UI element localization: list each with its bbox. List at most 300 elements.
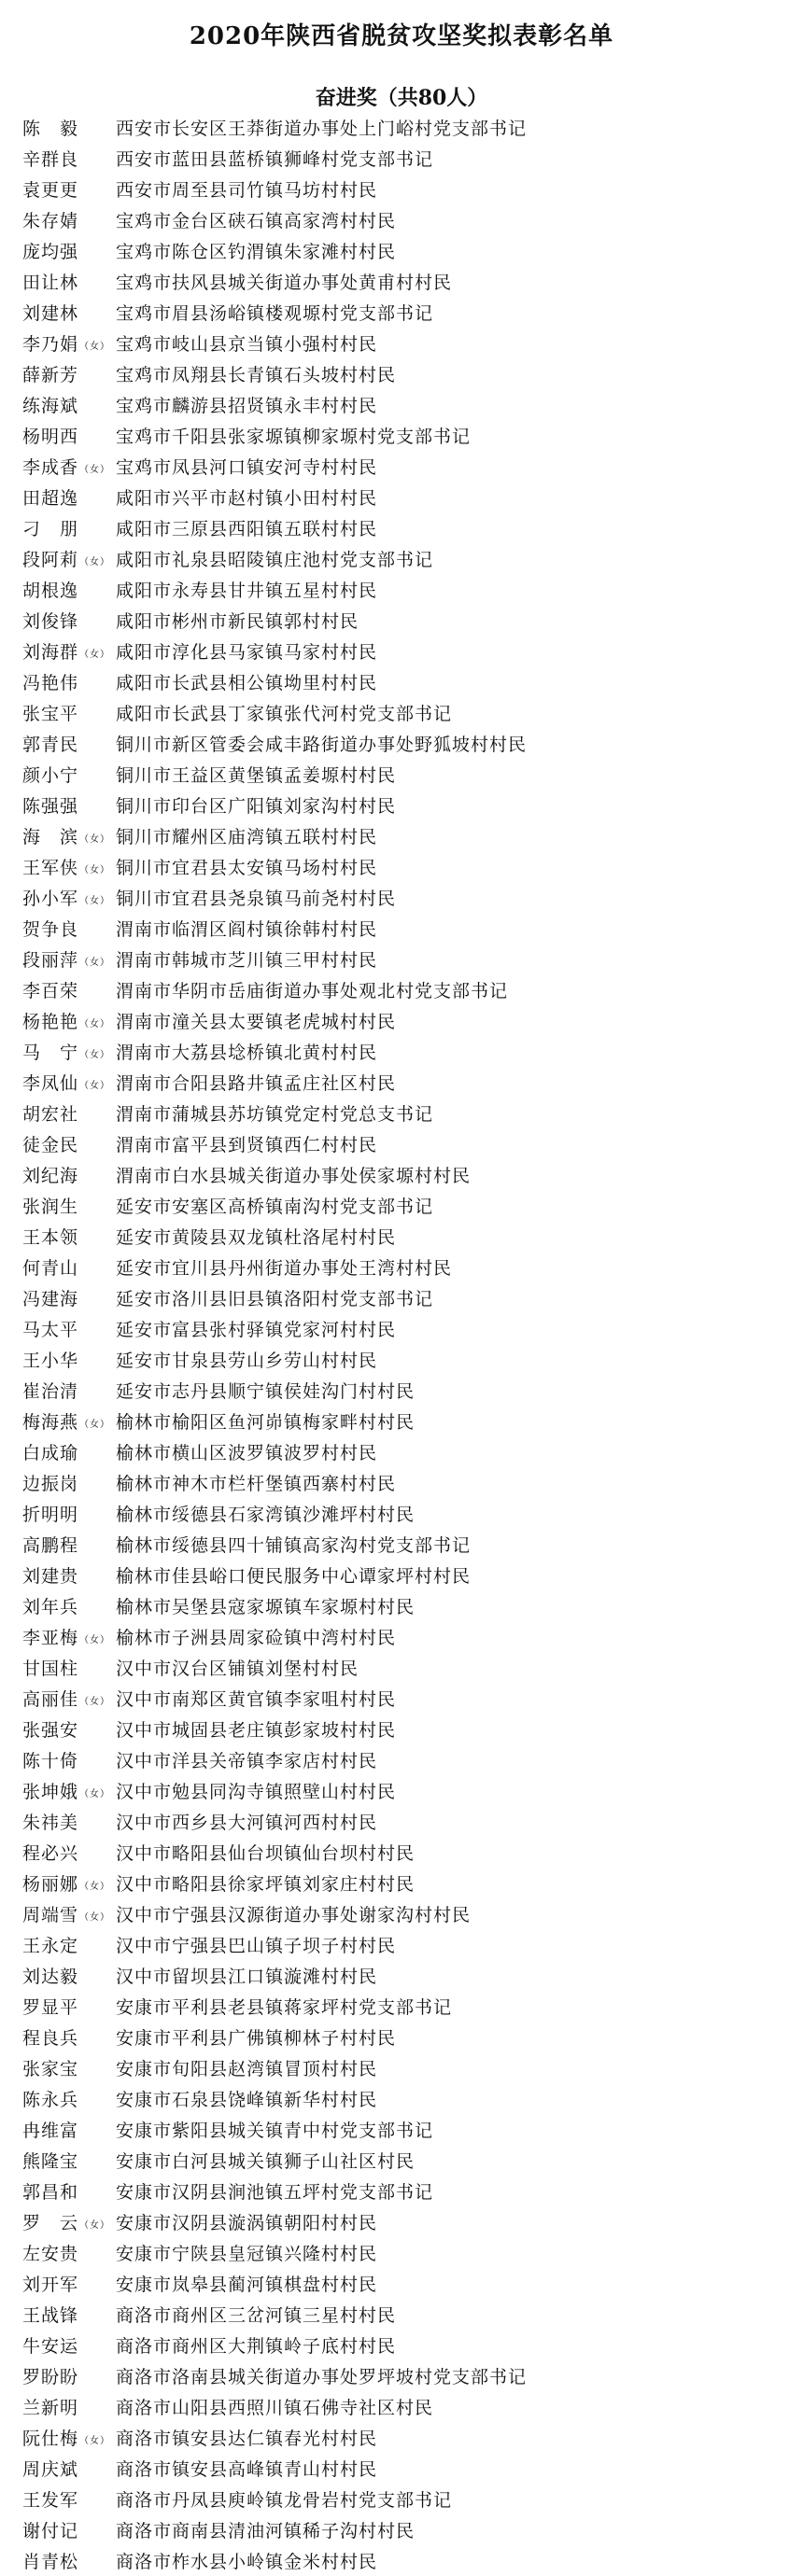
list-item <box>22 1775 788 1806</box>
awardee-name <box>22 2055 116 2080</box>
gender-note: （女） <box>79 1882 111 1892</box>
awardee-name-text: 胡根逸 <box>22 581 79 601</box>
awardee-name-text: 何青山 <box>22 1258 79 1279</box>
list-item <box>22 820 788 851</box>
awardee-unit: 咸阳市长武县丁家镇张代河村党支部书记 <box>116 704 453 724</box>
awardee-name <box>22 1840 116 1865</box>
awardee-name-text: 刘开军 <box>22 2275 79 2295</box>
awardee-name <box>22 700 116 725</box>
awardee-name-text: 兰新明 <box>22 2398 79 2418</box>
awardee-name-text: 刘建林 <box>22 303 79 324</box>
awardee-name-text: 冯建海 <box>22 1289 79 1309</box>
awardee-unit: 铜川市王益区黄堡镇孟姜塬村村民 <box>116 765 397 786</box>
awardee-name-text: 段丽萍 <box>22 950 79 971</box>
awardee-unit: 汉中市留坝县江口镇漩滩村村民 <box>116 1967 378 1987</box>
awardee-name-text: 阮仕梅 <box>22 2429 79 2449</box>
awardee-name <box>22 2425 116 2450</box>
list-item <box>22 512 788 543</box>
awardee-unit: 铜川市宜君县尧泉镇马前尧村村民 <box>116 889 397 909</box>
awardee-unit: 渭南市白水县城关街道办事处侯家塬村村民 <box>116 1166 472 1186</box>
awardee-name-text: 罗 云 <box>22 2213 79 2233</box>
list-item <box>22 143 788 174</box>
awardee-name <box>22 1963 116 1988</box>
list-item <box>22 1991 788 2022</box>
list-item <box>22 882 788 913</box>
awardee-name-text: 田让林 <box>22 273 79 293</box>
awardee-name <box>22 2117 116 2142</box>
awardee-name-text: 陈十倚 <box>22 1751 79 1771</box>
awardee-name-text: 段阿莉 <box>22 550 79 570</box>
awardee-name-text: 郭青民 <box>22 735 79 755</box>
list-item <box>22 1190 788 1221</box>
list-item <box>22 1436 788 1467</box>
awardee-unit: 商洛市丹凤县庾岭镇龙骨岩村党支部书记 <box>116 2490 453 2511</box>
awardee-unit: 咸阳市三原县西阳镇五联村村民 <box>116 519 378 539</box>
awardee-name <box>22 885 116 910</box>
list-item <box>22 2545 788 2576</box>
gender-note: （女） <box>79 1912 111 1923</box>
awardee-name <box>22 2271 116 2296</box>
awardee-unit: 宝鸡市扶风县城关街道办事处黄甫村村民 <box>116 273 453 293</box>
awardee-name <box>22 2024 116 2050</box>
awardee-name-text: 陈永兵 <box>22 2090 79 2110</box>
awardee-name <box>22 2517 116 2542</box>
list-item <box>22 174 788 204</box>
awardee-name <box>22 2363 116 2388</box>
awardee-name <box>22 1901 116 1926</box>
gender-note: （女） <box>79 1420 111 1430</box>
awardee-unit: 商洛市商州区大荆镇岭子底村村民 <box>116 2336 397 2357</box>
awardee-unit: 宝鸡市岐山县京当镇小强村村民 <box>116 334 378 355</box>
gender-note: （女） <box>79 834 111 845</box>
awardee-name-text: 朱祎美 <box>22 1813 79 1833</box>
awardee-unit: 榆林市吴堡县寇家塬镇车家塬村村民 <box>116 1597 416 1617</box>
gender-note: （女） <box>79 1697 111 1707</box>
awardee-name <box>22 1870 116 1896</box>
list-item <box>22 1806 788 1837</box>
awardee-unit: 安康市石泉县饶峰镇新华村村民 <box>116 2090 378 2110</box>
list-item <box>22 1590 788 1621</box>
awardee-unit: 西安市蓝田县蓝桥镇狮峰村党支部书记 <box>116 149 434 170</box>
list-item <box>22 1837 788 1868</box>
awardee-unit: 汉中市城固县老庄镇彭家坡村村民 <box>116 1720 397 1741</box>
awardee-unit: 安康市旬阳县赵湾镇冒顶村村民 <box>116 2059 378 2079</box>
awardee-unit: 延安市志丹县顺宁镇侯娃沟门村村民 <box>116 1381 416 1402</box>
awardee-name <box>22 1532 116 1557</box>
awardee-name <box>22 2394 116 2419</box>
awardee-unit: 宝鸡市金台区硖石镇高家湾村村民 <box>116 211 397 231</box>
awardee-unit: 咸阳市兴平市赵村镇小田村村民 <box>116 488 378 509</box>
awardee-unit: 安康市宁陕县皇冠镇兴隆村村民 <box>116 2244 378 2264</box>
awardee-unit: 渭南市临渭区阎村镇徐韩村村民 <box>116 919 378 940</box>
awardee-name <box>22 2148 116 2173</box>
awardee-name-text: 边振岗 <box>22 1474 79 1494</box>
section-title: 奋进奖（共80人） <box>315 86 488 110</box>
awardee-name <box>22 1070 116 1095</box>
awardee-name-text: 白成瑜 <box>22 1443 79 1463</box>
awardee-name-text: 杨丽娜 <box>22 1874 79 1895</box>
awardee-unit: 安康市岚皋县蔺河镇棋盘村村民 <box>116 2275 378 2295</box>
awardee-unit: 商洛市镇安县高峰镇青山村村民 <box>116 2459 378 2480</box>
list-item <box>22 1313 788 1344</box>
list-item <box>22 697 788 728</box>
awardee-name-text: 辛群良 <box>22 149 79 170</box>
list-item <box>22 2360 788 2391</box>
list-item <box>22 2514 788 2545</box>
awardee-name <box>22 2302 116 2327</box>
gender-note: （女） <box>79 865 111 875</box>
list-item <box>22 1621 788 1652</box>
awardee-name-text: 张润生 <box>22 1197 79 1217</box>
awardee-name <box>22 638 116 664</box>
awardee-unit: 榆林市横山区波罗镇波罗村村民 <box>116 1443 378 1463</box>
awardee-name <box>22 1624 116 1649</box>
awardee-unit: 渭南市潼关县太要镇老虎城村村民 <box>116 1012 397 1032</box>
awardee-name <box>22 1008 116 1033</box>
awardee-unit: 咸阳市永寿县甘井镇五星村村民 <box>116 581 378 601</box>
awardee-name <box>22 1716 116 1742</box>
list-item <box>22 2268 788 2299</box>
list-item <box>22 1744 788 1775</box>
awardee-unit: 安康市紫阳县城关镇青中村党支部书记 <box>116 2121 434 2141</box>
list-item <box>22 1221 788 1252</box>
awardee-unit: 西安市周至县司竹镇马坊村村民 <box>116 180 378 201</box>
awardee-name <box>22 1285 116 1310</box>
list-item <box>22 1067 788 1098</box>
awardee-unit: 榆林市神木市栏杆堡镇西寨村村民 <box>116 1474 397 1494</box>
awardee-unit: 榆林市榆阳区鱼河峁镇梅家畔村村民 <box>116 1412 416 1433</box>
list-item <box>22 1005 788 1036</box>
awardee-name-text: 甘国柱 <box>22 1659 79 1679</box>
awardee-name <box>22 1439 116 1464</box>
list-item <box>22 112 788 143</box>
awardee-name-text: 陈强强 <box>22 796 79 817</box>
awardee-name <box>22 823 116 848</box>
awardee-name-text: 袁更更 <box>22 180 79 201</box>
awardee-unit: 汉中市宁强县巴山镇子坝子村村民 <box>116 1936 397 1956</box>
awardee-name-text: 程必兴 <box>22 1843 79 1864</box>
awardee-name-text: 薛新芳 <box>22 365 79 385</box>
awardee-unit: 延安市安塞区高桥镇南沟村党支部书记 <box>116 1197 434 1217</box>
awardee-unit: 安康市汉阴县涧池镇五坪村党支部书记 <box>116 2182 434 2203</box>
awardee-name <box>22 392 116 417</box>
awardee-name <box>22 176 116 202</box>
list-item <box>22 1406 788 1436</box>
awardee-unit: 宝鸡市眉县汤峪镇楼观塬村党支部书记 <box>116 303 434 324</box>
awardee-name <box>22 1316 116 1341</box>
awardee-unit: 渭南市韩城市芝川镇三甲村村民 <box>116 950 378 971</box>
list-item <box>22 1128 788 1159</box>
list-item <box>22 666 788 697</box>
awardee-name <box>22 515 116 540</box>
awardee-unit: 宝鸡市凤县河口镇安河寺村村民 <box>116 457 378 478</box>
awardee-name <box>22 946 116 972</box>
awardee-name-text: 王军侠 <box>22 858 79 878</box>
awardee-unit: 安康市平利县老县镇蒋家坪村党支部书记 <box>116 1997 453 2018</box>
list-item <box>22 204 788 235</box>
awardee-unit: 汉中市略阳县徐家坪镇刘家庄村村民 <box>116 1874 416 1895</box>
awardee-name-text: 左安贵 <box>22 2244 79 2264</box>
awardee-unit: 铜川市印台区广阳镇刘家沟村村民 <box>116 796 397 817</box>
awardee-name-text: 周庆斌 <box>22 2459 79 2480</box>
list-item <box>22 574 788 605</box>
awardee-name-text: 罗显平 <box>22 1997 79 2018</box>
document-title: 2020年陕西省脱贫攻坚奖拟表彰名单 <box>189 22 614 50</box>
list-item <box>22 2114 788 2145</box>
awardee-unit: 宝鸡市麟游县招贤镇永丰村村民 <box>116 396 378 416</box>
awardee-unit: 铜川市耀州区庙湾镇五联村村民 <box>116 827 378 847</box>
awardee-name-text: 张强安 <box>22 1720 79 1741</box>
awardee-name-text: 王永定 <box>22 1936 79 1956</box>
awardee-unit: 西安市长安区王莽街道办事处上门峪村党支部书记 <box>116 119 528 139</box>
awardee-name-text: 李乃娟 <box>22 334 79 355</box>
awardee-unit: 延安市宜川县丹州街道办事处王湾村村民 <box>116 1258 453 1279</box>
awardee-name-text: 胡宏社 <box>22 1104 79 1125</box>
list-item <box>22 1683 788 1714</box>
awardee-unit: 榆林市绥德县石家湾镇沙滩坪村村民 <box>116 1505 416 1525</box>
awardee-name <box>22 300 116 325</box>
awardee-name <box>22 1747 116 1772</box>
awardee-name <box>22 2548 116 2573</box>
awardee-name <box>22 1378 116 1403</box>
awardee-unit: 延安市富县张村驿镇党家河村村民 <box>116 1320 397 1340</box>
awardee-unit: 渭南市华阴市岳庙街道办事处观北村党支部书记 <box>116 981 509 1001</box>
gender-note: （女） <box>79 465 111 475</box>
awardee-name-text: 肖青松 <box>22 2552 79 2572</box>
awardee-name <box>22 1347 116 1372</box>
awardee-name <box>22 1039 116 1064</box>
awardee-name <box>22 577 116 602</box>
awardee-name-text: 杨明西 <box>22 427 79 447</box>
awardee-name-text: 折明明 <box>22 1505 79 1525</box>
awardee-name <box>22 1193 116 1218</box>
awardee-name <box>22 361 116 386</box>
awardee-name <box>22 1562 116 1588</box>
awardee-unit: 渭南市大荔县埝桥镇北黄村村民 <box>116 1043 378 1063</box>
list-item <box>22 1529 788 1560</box>
list-item <box>22 1929 788 1960</box>
awardee-name <box>22 115 116 140</box>
gender-note: （女） <box>79 1081 111 1091</box>
list-item <box>22 790 788 820</box>
awardee-name <box>22 2486 116 2512</box>
awardee-name-text: 李凤仙 <box>22 1073 79 1094</box>
awardee-name-text: 张坤娥 <box>22 1782 79 1802</box>
awardee-name <box>22 1655 116 1680</box>
awardee-unit: 商洛市商州区三岔河镇三星村村民 <box>116 2305 397 2326</box>
list-item <box>22 1960 788 1991</box>
awardee-name <box>22 854 116 879</box>
awardee-name-text: 刘年兵 <box>22 1597 79 1617</box>
awardee-name-text: 练海斌 <box>22 396 79 416</box>
list-item <box>22 543 788 574</box>
awardee-unit: 汉中市洋县关帝镇李家店村村民 <box>116 1751 378 1771</box>
awardee-name-text: 崔治清 <box>22 1381 79 1402</box>
list-item <box>22 328 788 358</box>
awardee-name <box>22 669 116 694</box>
awardee-name <box>22 2178 116 2204</box>
awardee-name <box>22 792 116 818</box>
awardee-unit: 咸阳市礼泉县昭陵镇庄池村党支部书记 <box>116 550 434 570</box>
list-item <box>22 266 788 297</box>
gender-note: （女） <box>79 896 111 906</box>
awardee-name <box>22 2086 116 2111</box>
awardee-name <box>22 1809 116 1834</box>
awardee-unit: 宝鸡市陈仓区钓渭镇朱家滩村村民 <box>116 242 397 262</box>
awardee-name <box>22 977 116 1002</box>
list-item <box>22 636 788 666</box>
awardee-unit: 汉中市汉台区铺镇刘堡村村民 <box>116 1659 359 1679</box>
awardee-unit: 咸阳市长武县相公镇坳里村村民 <box>116 673 378 693</box>
awardee-name <box>22 916 116 941</box>
awardee-name-text: 刘达毅 <box>22 1967 79 1987</box>
awardee-name <box>22 2240 116 2265</box>
awardee-name <box>22 1501 116 1526</box>
awardee-name <box>22 454 116 479</box>
awardee-name-text: 王本领 <box>22 1227 79 1248</box>
list-item <box>22 1560 788 1590</box>
awardee-name-text: 马 宁 <box>22 1043 79 1063</box>
awardee-name <box>22 1100 116 1126</box>
awardee-name-text: 刘纪海 <box>22 1166 79 1186</box>
list-item <box>22 451 788 482</box>
awardee-name-text: 熊隆宝 <box>22 2151 79 2172</box>
list-item <box>22 2237 788 2268</box>
awardee-name <box>22 207 116 232</box>
list-item <box>22 1098 788 1128</box>
list-item <box>22 2484 788 2514</box>
awardee-name <box>22 1131 116 1156</box>
awardee-name-text: 颜小宁 <box>22 765 79 786</box>
gender-note: （女） <box>79 1635 111 1645</box>
list-item <box>22 605 788 636</box>
awardee-name-text: 刘海群 <box>22 642 79 663</box>
gender-note: （女） <box>79 1019 111 1029</box>
list-item <box>22 974 788 1005</box>
list-item <box>22 420 788 451</box>
awardee-unit: 商洛市商南县清油河镇稀子沟村村民 <box>116 2521 416 2541</box>
awardee-unit: 汉中市宁强县汉源街道办事处谢家沟村村民 <box>116 1905 472 1925</box>
gender-note: （女） <box>79 557 111 567</box>
awardee-unit: 安康市汉阴县漩涡镇朝阳村村民 <box>116 2213 378 2233</box>
awardee-name <box>22 762 116 787</box>
list-item <box>22 2422 788 2453</box>
list-item <box>22 2022 788 2052</box>
awardee-name-text: 罗盼盼 <box>22 2367 79 2387</box>
awardee-name-text: 贺争良 <box>22 919 79 940</box>
awardee-name-text: 牛安运 <box>22 2336 79 2357</box>
awardee-unit: 宝鸡市凤翔县长青镇石头坡村村民 <box>116 365 397 385</box>
list-item <box>22 1282 788 1313</box>
list-item <box>22 2330 788 2360</box>
awardee-name <box>22 146 116 171</box>
awardee-name <box>22 2456 116 2481</box>
awardee-name <box>22 1593 116 1618</box>
awardee-unit: 安康市平利县广佛镇柳林子村村民 <box>116 2028 397 2049</box>
gender-note: （女） <box>79 1050 111 1060</box>
awardee-name-text: 刁 朋 <box>22 519 79 539</box>
awardee-name <box>22 2209 116 2234</box>
awardee-name <box>22 1778 116 1803</box>
list-item <box>22 297 788 328</box>
awardee-unit: 商洛市柞水县小岭镇金米村村民 <box>116 2552 378 2572</box>
awardee-name <box>22 1224 116 1249</box>
list-item <box>22 389 788 420</box>
awardee-unit: 商洛市镇安县达仁镇春光村村民 <box>116 2429 378 2449</box>
awardee-name <box>22 1686 116 1711</box>
awardee-unit: 渭南市富平县到贤镇西仁村村民 <box>116 1135 378 1155</box>
awardee-list <box>22 112 788 2576</box>
list-item <box>22 913 788 944</box>
awardee-name <box>22 2332 116 2358</box>
awardee-name-text: 王发军 <box>22 2490 79 2511</box>
awardee-name-text: 李亚梅 <box>22 1628 79 1648</box>
awardee-name-text: 张宝平 <box>22 704 79 724</box>
awardee-name-text: 马太平 <box>22 1320 79 1340</box>
awardee-name <box>22 608 116 633</box>
awardee-name <box>22 330 116 356</box>
awardee-unit: 渭南市蒲城县苏坊镇党定村党总支书记 <box>116 1104 434 1125</box>
list-item <box>22 235 788 266</box>
awardee-name-text: 李百荣 <box>22 981 79 1001</box>
awardee-unit: 汉中市南郑区黄官镇李家咀村村民 <box>116 1689 397 1710</box>
awardee-unit: 榆林市佳县峪口便民服务中心谭家坪村村民 <box>116 1566 472 1587</box>
gender-note: （女） <box>79 958 111 968</box>
list-item <box>22 759 788 790</box>
awardee-unit: 汉中市略阳县仙台坝镇仙台坝村村民 <box>116 1843 416 1864</box>
list-item <box>22 1898 788 1929</box>
awardee-name-text: 刘俊锋 <box>22 611 79 632</box>
awardee-name-text: 王小华 <box>22 1351 79 1371</box>
awardee-name-text: 李成香 <box>22 457 79 478</box>
awardee-name-text: 孙小军 <box>22 889 79 909</box>
awardee-unit: 延安市甘泉县劳山乡劳山村村民 <box>116 1351 378 1371</box>
awardee-unit: 铜川市宜君县太安镇马场村村民 <box>116 858 378 878</box>
awardee-name <box>22 1408 116 1434</box>
awardee-name-text: 庞均强 <box>22 242 79 262</box>
awardee-name-text: 刘建贵 <box>22 1566 79 1587</box>
gender-note: （女） <box>79 2220 111 2231</box>
list-item <box>22 2453 788 2484</box>
list-item <box>22 1498 788 1529</box>
list-item <box>22 1467 788 1498</box>
awardee-unit: 汉中市西乡县大河镇河西村村民 <box>116 1813 378 1833</box>
awardee-unit: 渭南市合阳县路井镇孟庄社区村民 <box>116 1073 397 1094</box>
list-item <box>22 1159 788 1190</box>
list-item <box>22 2145 788 2176</box>
list-item <box>22 2206 788 2237</box>
list-item <box>22 358 788 389</box>
awardee-name-text: 杨艳艳 <box>22 1012 79 1032</box>
awardee-unit: 汉中市勉县同沟寺镇照壁山村村民 <box>116 1782 397 1802</box>
awardee-name-text: 程良兵 <box>22 2028 79 2049</box>
awardee-name-text: 谢付记 <box>22 2521 79 2541</box>
awardee-name-text: 高鹏程 <box>22 1535 79 1556</box>
list-item <box>22 1252 788 1282</box>
awardee-name <box>22 484 116 510</box>
awardee-name <box>22 1162 116 1187</box>
awardee-name <box>22 238 116 263</box>
awardee-name-text: 徒金民 <box>22 1135 79 1155</box>
awardee-name <box>22 1254 116 1280</box>
awardee-unit: 商洛市山阳县西照川镇石佛寺社区村民 <box>116 2398 434 2418</box>
list-item <box>22 2299 788 2330</box>
awardee-name-text: 田超逸 <box>22 488 79 509</box>
list-item <box>22 2083 788 2114</box>
awardee-unit: 咸阳市淳化县马家镇马家村村民 <box>116 642 378 663</box>
awardee-name <box>22 1994 116 2019</box>
gender-note: （女） <box>79 2436 111 2446</box>
